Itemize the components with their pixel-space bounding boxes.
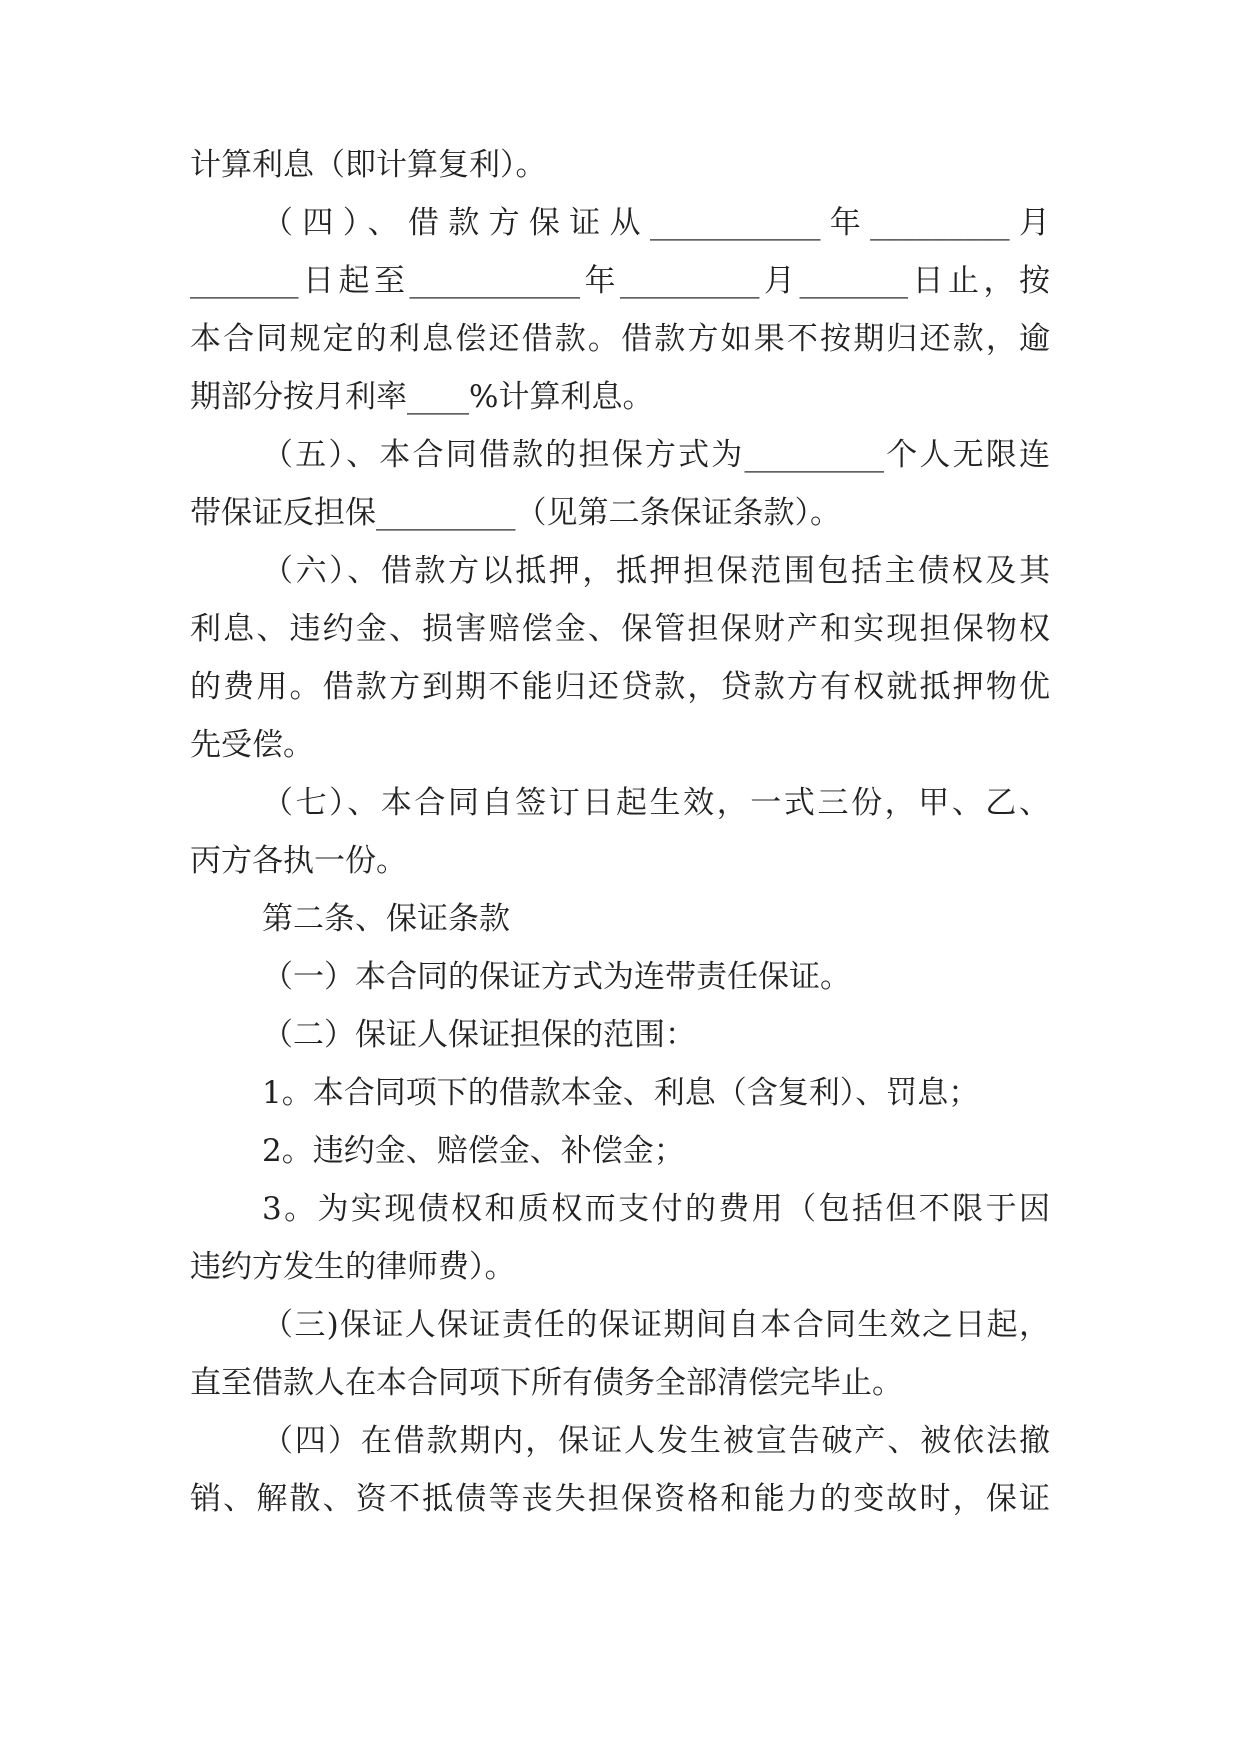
text-line: 3。为实现债权和质权而支付的费用（包括但不限于因 (262, 1191, 1050, 1227)
text-line: 本合同规定的利息偿还借款。借款方如果不按期归还款，逾 (190, 321, 1050, 357)
text-line: 先受偿。 (190, 727, 314, 763)
text-line: 利息、违约金、损害赔偿金、保管担保财产和实现担保物权 (190, 611, 1050, 647)
text-line: （六）、借款方以抵押，抵押担保范围包括主债权及其 (262, 553, 1050, 589)
text-line: 违约方发生的律师费）。 (190, 1249, 516, 1285)
text-line: 销、解散、资不抵债等丧失担保资格和能力的变故时，保证 (190, 1481, 1050, 1517)
text-line: 的费用。借款方到期不能归还贷款，贷款方有权就抵押物优 (190, 669, 1050, 705)
text-line: （四）在借款期内，保证人发生被宣告破产、被依法撤 (262, 1423, 1050, 1459)
text-line: _______日起至___________年_________月_______日止，按 (190, 263, 1050, 299)
text-line: 1。本合同项下的借款本金、利息（含复利）、罚息； (262, 1075, 980, 1111)
text-line: （一）本合同的保证方式为连带责任保证。 (262, 959, 851, 995)
text-line: 计算利息（即计算复利）。 (190, 147, 547, 183)
text-line: 2。违约金、赔偿金、补偿金； (262, 1133, 685, 1169)
text-line: （二）保证人保证担保的范围： (262, 1017, 696, 1053)
section-heading: 第二条、保证条款 (262, 901, 510, 937)
text-line: （七）、本合同自签订日起生效，一式三份，甲、乙、 (262, 785, 1050, 821)
text-line: （四）、借款方保证从___________年_________月 (262, 205, 1050, 241)
text-line: 期部分按月利率____%计算利息。 (190, 379, 654, 415)
text-line: （三)保证人保证责任的保证期间自本合同生效之日起， (262, 1307, 1050, 1343)
text-line: （五）、本合同借款的担保方式为_________个人无限连 (262, 437, 1050, 473)
text-line: 直至借款人在本合同项下所有债务全部清偿完毕止。 (190, 1365, 903, 1401)
text-line: 带保证反担保_________（见第二条保证条款）。 (190, 495, 841, 531)
text-line: 丙方各执一份。 (190, 843, 407, 879)
